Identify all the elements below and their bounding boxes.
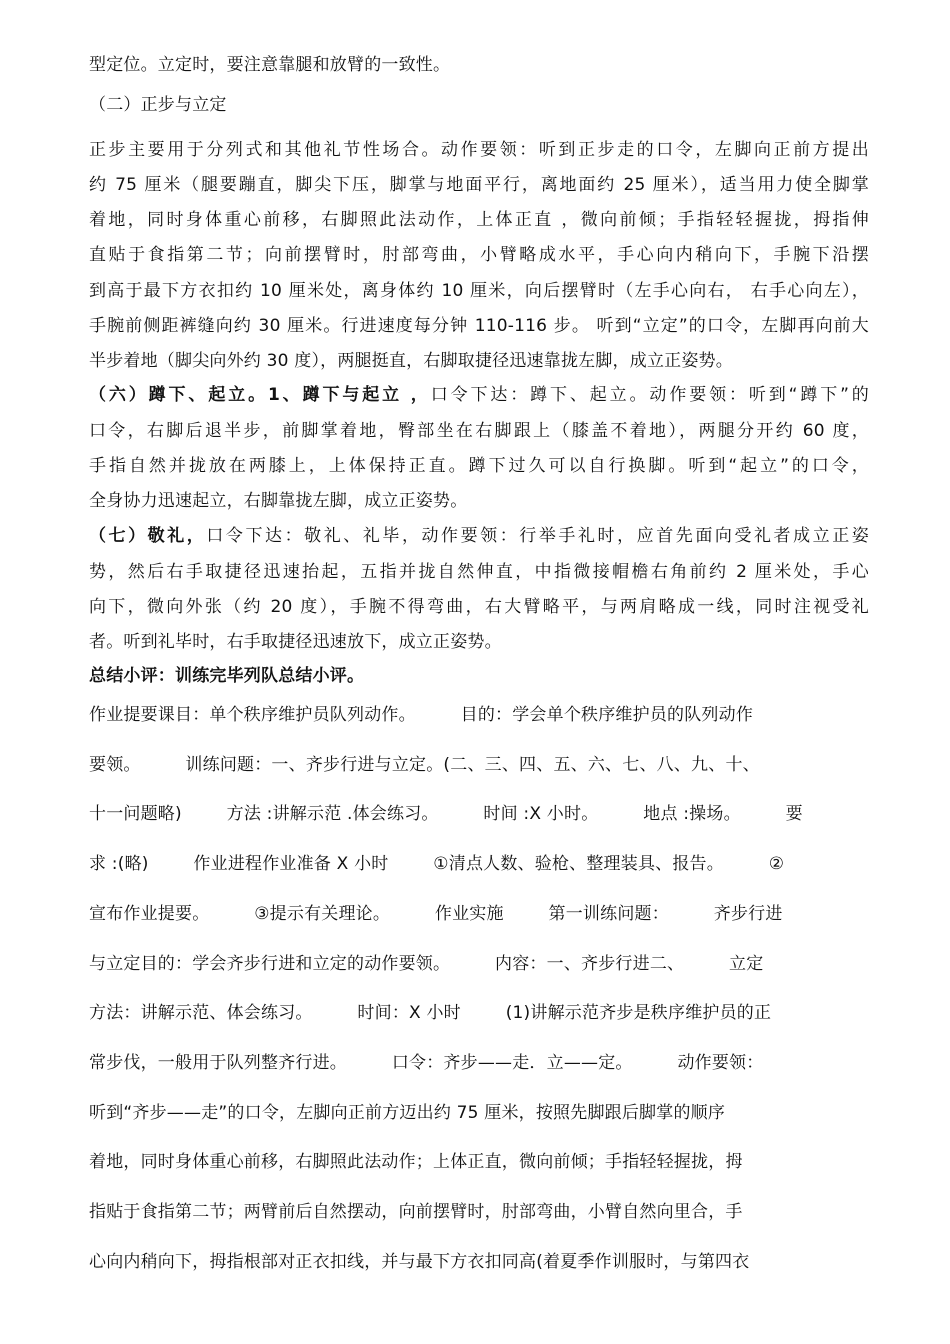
text-line: 半步着地（脚尖向外约 30 度），两腿挺直，右脚取捷径迅速靠拢左脚，成立正姿势。 (89, 351, 733, 371)
text-line: 作业提要课目：单个秩序维护员队列动作。 目的：学会单个秩序维护员的队列动作 (89, 705, 754, 725)
text-line: 常步伐，一般用于队列整齐行进。 口令：齐步——走．立——定。 动作要领： (89, 1053, 764, 1073)
text-line: 直贴于食指第二节；向前摆臂时，肘部弯曲，小臂略成水平，手心向内稍向下，手腕下沿摆 (89, 245, 869, 265)
text-line: 与立定目的：学会齐步行进和立定的动作要领。 内容：一、齐步行进二、 立定 (89, 954, 764, 974)
text-line: 到高于最下方衣扣约 10 厘米处，离身体约 10 厘米，向后摆臂时（左手心向右， 右手心向左）， (89, 281, 869, 301)
text-line: 着地，同时身体重心前移，右脚照此法动作；上体正直，微向前倾；手指轻轻握拢，拇 (89, 1152, 743, 1172)
text-line: 要领。 训练问题：一、齐步行进与立定。(二、三、四、五、六、七、八、九、十、 (89, 755, 760, 775)
section-label-squat: （六）蹲下、起立。1、蹲下与起立 ， (89, 385, 431, 405)
section-heading: （二）正步与立定 (89, 95, 227, 115)
text-line: 手腕前侧距裤缝向约 30 厘米。行进速度每分钟 110-116 步。 听到“立定”的口令，左脚再向前大 (89, 316, 869, 336)
section-text: 口令下达：敬礼、礼毕，动作要领：行举手礼时，应首先面向受礼者成立正姿 (206, 526, 869, 546)
text-line: 势，然后右手取捷径迅速抬起，五指并拢自然伸直，中指微接帽檐右角前约 2 厘米处，手心 (89, 562, 869, 582)
text-line: 正步主要用于分列式和其他礼节性场合。动作要领：听到正步走的口令，左脚向正前方提出 (89, 140, 869, 160)
text-line (89, 384, 869, 406)
text-line: 十一问题略) 方法 :讲解示范 .体会练习。 时间 :X 小时。 地点 :操场。 要 (89, 804, 803, 824)
text-line: 者。听到礼毕时，右手取捷径迅速放下，成立正姿势。 (89, 632, 502, 652)
text-line (89, 665, 869, 687)
section-label-salute: （七）敬礼， (89, 526, 207, 546)
text-line: 手指自然并拢放在两膝上，上体保持正直。蹲下过久可以自行换脚。听到“起立”的口令， (89, 456, 869, 476)
text-line: 约 75 厘米（腿要蹦直，脚尖下压，脚掌与地面平行，离地面约 25 厘米），适当用力使全脚掌 (89, 175, 869, 195)
section-text: 口令下达：蹲下、起立。动作要领：听到“蹲下”的 (430, 385, 869, 405)
text-line: 指贴于食指第二节；两臂前后自然摆动，向前摆臂时，肘部弯曲，小臂自然向里合，手 (89, 1202, 743, 1222)
text-line: 宣布作业提要。 ③提示有关理论。 作业实施 第一训练问题： 齐步行进 (89, 904, 783, 924)
text-line: 向下，微向外张（约 20 度），手腕不得弯曲，右大臂略平，与两肩略成一线，同时注视受礼 (89, 597, 869, 617)
text-line: 着地，同时身体重心前移，右脚照此法动作，上体正直 ，微向前倾；手指轻轻握拢，拇指伸 (89, 210, 869, 230)
text-line (89, 525, 869, 547)
text-line: 全身协力迅速起立，右脚靠拢左脚，成立正姿势。 (89, 491, 468, 511)
text-line: 听到“齐步——走”的口令，左脚向正前方迈出约 75 厘米，按照先脚跟后脚掌的顺序 (89, 1103, 726, 1123)
text-line: 求 :(略) 作业进程作业准备 X 小时 ①清点人数、验枪、整理装具、报告。 ② (89, 854, 785, 874)
text-line: 口令，右脚后退半步，前脚掌着地，臀部坐在右脚跟上（膝盖不着地），两腿分开约 60 度， (89, 421, 869, 441)
summary-label: 总结小评：训练完毕列队总结小评。 (89, 666, 365, 686)
text-line: 方法：讲解示范、体会练习。 时间：X 小时 (1)讲解示范齐步是秩序维护员的正 (89, 1003, 772, 1023)
text-line: 心向内稍向下，拇指根部对正衣扣线，并与最下方衣扣同高(着夏季作训服时，与第四衣 (89, 1252, 750, 1272)
text-line: 型定位。立定时，要注意靠腿和放臂的一致性。 (89, 55, 451, 75)
